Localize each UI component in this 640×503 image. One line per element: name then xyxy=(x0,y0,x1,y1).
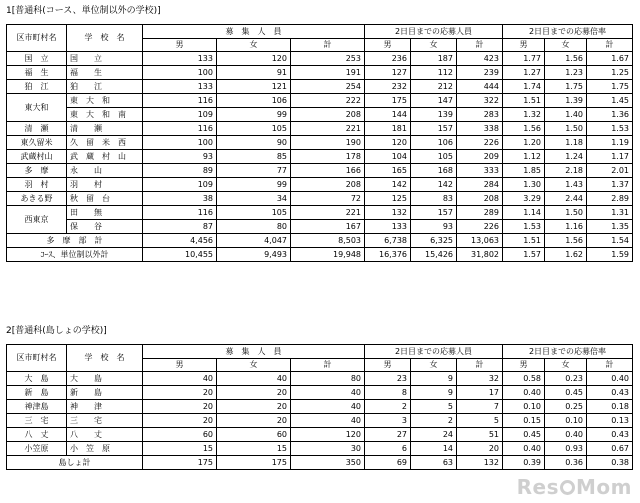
value-cell: 77 xyxy=(217,164,291,178)
value-cell: 239 xyxy=(457,66,503,80)
district-cell: 福 生 xyxy=(7,66,67,80)
value-cell: 147 xyxy=(411,94,457,108)
school-cell: 羽 村 xyxy=(67,178,143,192)
value-cell: 20 xyxy=(143,400,217,414)
total-row xyxy=(7,456,633,470)
school-cell: 久 留 米 西 xyxy=(67,136,143,150)
value-cell: 87 xyxy=(143,220,217,234)
value-cell: 191 xyxy=(291,66,365,80)
value-cell: 254 xyxy=(291,80,365,94)
value-cell: 9 xyxy=(411,386,457,400)
section-2-title: 2[普通科(島しょの学校)] xyxy=(6,326,107,336)
value-cell: 168 xyxy=(411,164,457,178)
value-cell: 0.40 xyxy=(545,428,587,442)
value-cell: 116 xyxy=(143,206,217,220)
value-cell: 51 xyxy=(457,428,503,442)
value-cell: 112 xyxy=(411,66,457,80)
district-cell: あきる野 xyxy=(7,192,67,206)
value-cell: 16,376 xyxy=(365,248,411,262)
value-cell: 1.40 xyxy=(545,108,587,122)
value-cell: 1.37 xyxy=(587,178,633,192)
value-cell: 2.44 xyxy=(545,192,587,206)
value-cell: 20 xyxy=(457,442,503,456)
value-cell: 209 xyxy=(457,150,503,164)
school-cell: 狛 江 xyxy=(67,80,143,94)
value-cell: 2.89 xyxy=(587,192,633,206)
value-cell: 1.30 xyxy=(503,178,545,192)
value-cell: 40 xyxy=(291,400,365,414)
value-cell: 120 xyxy=(365,136,411,150)
value-cell: 60 xyxy=(143,428,217,442)
value-cell: 85 xyxy=(217,150,291,164)
table-row xyxy=(7,80,633,94)
value-cell: 104 xyxy=(365,150,411,164)
value-cell: 100 xyxy=(143,136,217,150)
school-cell: 東 大 和 南 xyxy=(67,108,143,122)
header-applicants: 2日目までの応募人員 xyxy=(365,345,503,359)
value-cell: 1.43 xyxy=(545,178,587,192)
value-cell: 3 xyxy=(365,414,411,428)
table-row xyxy=(7,206,633,220)
table-row xyxy=(7,178,633,192)
table-row xyxy=(7,400,633,414)
resemom-watermark-logo: Res Mom xyxy=(516,475,632,499)
value-cell: 1.53 xyxy=(587,122,633,136)
value-cell: 1.39 xyxy=(545,94,587,108)
value-cell: 0.15 xyxy=(503,414,545,428)
value-cell: 72 xyxy=(291,192,365,206)
table-row xyxy=(7,192,633,206)
district-cell: 武蔵村山 xyxy=(7,150,67,164)
district-cell: 神津島 xyxy=(7,400,67,414)
value-cell: 1.75 xyxy=(587,80,633,94)
value-cell: 105 xyxy=(411,150,457,164)
school-cell: 田 無 xyxy=(67,206,143,220)
value-cell: 0.40 xyxy=(503,386,545,400)
school-cell: 保 谷 xyxy=(67,220,143,234)
value-cell: 333 xyxy=(457,164,503,178)
value-cell: 1.12 xyxy=(503,150,545,164)
value-cell: 24 xyxy=(411,428,457,442)
header-recruit: 募 集 人 員 xyxy=(143,345,365,359)
value-cell: 93 xyxy=(411,220,457,234)
value-cell: 350 xyxy=(291,456,365,470)
value-cell: 1.54 xyxy=(587,234,633,248)
value-cell: 116 xyxy=(143,122,217,136)
value-cell: 1.67 xyxy=(587,52,633,66)
value-cell: 175 xyxy=(365,94,411,108)
school-cell: 神 津 xyxy=(67,400,143,414)
value-cell: 226 xyxy=(457,136,503,150)
value-cell: 284 xyxy=(457,178,503,192)
value-cell: 6,738 xyxy=(365,234,411,248)
district-cell: 東大和 xyxy=(7,94,67,122)
value-cell: 20 xyxy=(143,386,217,400)
value-cell: 1.56 xyxy=(545,234,587,248)
total-row-label: ｺｰｽ、単位制以外計 xyxy=(7,248,143,262)
value-cell: 34 xyxy=(217,192,291,206)
value-cell: 127 xyxy=(365,66,411,80)
value-cell: 1.51 xyxy=(503,94,545,108)
value-cell: 1.35 xyxy=(587,220,633,234)
value-cell: 6,325 xyxy=(411,234,457,248)
value-cell: 0.10 xyxy=(545,414,587,428)
table-row xyxy=(7,428,633,442)
value-cell: 178 xyxy=(291,150,365,164)
value-cell: 8,503 xyxy=(291,234,365,248)
value-cell: 0.18 xyxy=(587,400,633,414)
district-cell: 国 立 xyxy=(7,52,67,66)
school-cell: 清 瀬 xyxy=(67,122,143,136)
value-cell: 17 xyxy=(457,386,503,400)
header-total: 計 xyxy=(291,39,365,52)
value-cell: 63 xyxy=(411,456,457,470)
value-cell: 0.13 xyxy=(587,414,633,428)
school-cell: 武 蔵 村 山 xyxy=(67,150,143,164)
value-cell: 1.59 xyxy=(587,248,633,262)
value-cell: 125 xyxy=(365,192,411,206)
value-cell: 1.45 xyxy=(587,94,633,108)
value-cell: 5 xyxy=(457,414,503,428)
value-cell: 19,948 xyxy=(291,248,365,262)
value-cell: 1.14 xyxy=(503,206,545,220)
value-cell: 133 xyxy=(143,52,217,66)
district-cell: 清 瀬 xyxy=(7,122,67,136)
value-cell: 15,426 xyxy=(411,248,457,262)
value-cell: 83 xyxy=(411,192,457,206)
district-cell: 羽 村 xyxy=(7,178,67,192)
table-row xyxy=(7,122,633,136)
value-cell: 221 xyxy=(291,122,365,136)
header-male: 男 xyxy=(143,359,217,372)
value-cell: 132 xyxy=(457,456,503,470)
table-row xyxy=(7,164,633,178)
district-cell: 新 島 xyxy=(7,386,67,400)
value-cell: 90 xyxy=(217,136,291,150)
value-cell: 142 xyxy=(411,178,457,192)
value-cell: 32 xyxy=(457,372,503,386)
value-cell: 20 xyxy=(217,386,291,400)
value-cell: 166 xyxy=(291,164,365,178)
value-cell: 30 xyxy=(291,442,365,456)
value-cell: 0.10 xyxy=(503,400,545,414)
value-cell: 423 xyxy=(457,52,503,66)
school-cell: 永 山 xyxy=(67,164,143,178)
value-cell: 1.56 xyxy=(503,122,545,136)
value-cell: 13,063 xyxy=(457,234,503,248)
header-district: 区市町村名 xyxy=(7,25,67,52)
value-cell: 157 xyxy=(411,206,457,220)
value-cell: 99 xyxy=(217,108,291,122)
value-cell: 338 xyxy=(457,122,503,136)
value-cell: 38 xyxy=(143,192,217,206)
table-row xyxy=(7,220,633,234)
value-cell: 1.17 xyxy=(587,150,633,164)
value-cell: 106 xyxy=(217,94,291,108)
value-cell: 6 xyxy=(365,442,411,456)
section-1-title: 1[普通科(コース、単位制以外の学校)] xyxy=(6,6,161,16)
header-recruit: 募 集 人 員 xyxy=(143,25,365,39)
header-male: 男 xyxy=(503,359,545,372)
value-cell: 5 xyxy=(411,400,457,414)
school-cell: 大 島 xyxy=(67,372,143,386)
school-cell: 小 笠 原 xyxy=(67,442,143,456)
header-school: 学 校 名 xyxy=(67,25,143,52)
district-cell: 西東京 xyxy=(7,206,67,234)
header-female: 女 xyxy=(217,359,291,372)
value-cell: 1.36 xyxy=(587,108,633,122)
value-cell: 142 xyxy=(365,178,411,192)
value-cell: 23 xyxy=(365,372,411,386)
header-female: 女 xyxy=(545,359,587,372)
value-cell: 40 xyxy=(217,372,291,386)
value-cell: 236 xyxy=(365,52,411,66)
value-cell: 222 xyxy=(291,94,365,108)
subtotal-row-label: 多 摩 部 計 xyxy=(7,234,143,248)
table-row xyxy=(7,386,633,400)
table-row xyxy=(7,108,633,122)
value-cell: 109 xyxy=(143,108,217,122)
value-cell: 2.01 xyxy=(587,164,633,178)
value-cell: 226 xyxy=(457,220,503,234)
header-male: 男 xyxy=(503,39,545,52)
value-cell: 1.51 xyxy=(503,234,545,248)
district-cell: 小笠原 xyxy=(7,442,67,456)
value-cell: 40 xyxy=(291,386,365,400)
total-row xyxy=(7,248,633,262)
value-cell: 93 xyxy=(143,150,217,164)
table-row xyxy=(7,94,633,108)
value-cell: 15 xyxy=(217,442,291,456)
value-cell: 133 xyxy=(143,80,217,94)
value-cell: 1.31 xyxy=(587,206,633,220)
value-cell: 208 xyxy=(291,178,365,192)
value-cell: 1.62 xyxy=(545,248,587,262)
value-cell: 1.32 xyxy=(503,108,545,122)
district-cell: 東久留米 xyxy=(7,136,67,150)
value-cell: 1.24 xyxy=(545,150,587,164)
total-row-label: 島しょ計 xyxy=(7,456,143,470)
school-cell: 八 丈 xyxy=(67,428,143,442)
district-cell: 三 宅 xyxy=(7,414,67,428)
school-cell: 新 島 xyxy=(67,386,143,400)
value-cell: 132 xyxy=(365,206,411,220)
subtotal-row xyxy=(7,234,633,248)
table-row xyxy=(7,414,633,428)
value-cell: 0.40 xyxy=(503,442,545,456)
value-cell: 60 xyxy=(217,428,291,442)
value-cell: 175 xyxy=(143,456,217,470)
value-cell: 7 xyxy=(457,400,503,414)
value-cell: 4,456 xyxy=(143,234,217,248)
value-cell: 105 xyxy=(217,206,291,220)
value-cell: 14 xyxy=(411,442,457,456)
value-cell: 1.50 xyxy=(545,206,587,220)
value-cell: 1.85 xyxy=(503,164,545,178)
header-total: 計 xyxy=(457,359,503,372)
value-cell: 0.67 xyxy=(587,442,633,456)
value-cell: 1.19 xyxy=(587,136,633,150)
value-cell: 3.29 xyxy=(503,192,545,206)
value-cell: 89 xyxy=(143,164,217,178)
value-cell: 0.58 xyxy=(503,372,545,386)
value-cell: 40 xyxy=(291,414,365,428)
school-cell: 福 生 xyxy=(67,66,143,80)
header-total: 計 xyxy=(587,359,633,372)
district-cell: 狛 江 xyxy=(7,80,67,94)
value-cell: 15 xyxy=(143,442,217,456)
value-cell: 0.25 xyxy=(545,400,587,414)
header-total: 計 xyxy=(291,359,365,372)
value-cell: 212 xyxy=(411,80,457,94)
value-cell: 0.45 xyxy=(503,428,545,442)
table-row xyxy=(7,66,633,80)
value-cell: 444 xyxy=(457,80,503,94)
value-cell: 8 xyxy=(365,386,411,400)
value-cell: 69 xyxy=(365,456,411,470)
header-female: 女 xyxy=(545,39,587,52)
school-cell: 三 宅 xyxy=(67,414,143,428)
value-cell: 0.43 xyxy=(587,386,633,400)
value-cell: 4,047 xyxy=(217,234,291,248)
value-cell: 1.18 xyxy=(545,136,587,150)
value-cell: 157 xyxy=(411,122,457,136)
table-row xyxy=(7,442,633,456)
value-cell: 121 xyxy=(217,80,291,94)
header-female: 女 xyxy=(411,39,457,52)
value-cell: 322 xyxy=(457,94,503,108)
value-cell: 10,455 xyxy=(143,248,217,262)
value-cell: 9,493 xyxy=(217,248,291,262)
header-male: 男 xyxy=(365,39,411,52)
value-cell: 2 xyxy=(411,414,457,428)
header-total: 計 xyxy=(457,39,503,52)
value-cell: 1.23 xyxy=(545,66,587,80)
value-cell: 31,802 xyxy=(457,248,503,262)
value-cell: 208 xyxy=(291,108,365,122)
header-female: 女 xyxy=(217,39,291,52)
value-cell: 1.20 xyxy=(503,136,545,150)
table-section-1 xyxy=(6,24,633,262)
value-cell: 253 xyxy=(291,52,365,66)
value-cell: 2 xyxy=(365,400,411,414)
value-cell: 20 xyxy=(217,400,291,414)
value-cell: 80 xyxy=(291,372,365,386)
value-cell: 40 xyxy=(143,372,217,386)
value-cell: 139 xyxy=(411,108,457,122)
header-district: 区市町村名 xyxy=(7,345,67,372)
value-cell: 144 xyxy=(365,108,411,122)
value-cell: 105 xyxy=(217,122,291,136)
value-cell: 0.39 xyxy=(503,456,545,470)
value-cell: 0.45 xyxy=(545,386,587,400)
table-row xyxy=(7,150,633,164)
value-cell: 181 xyxy=(365,122,411,136)
header-applicants: 2日目までの応募人員 xyxy=(365,25,503,39)
value-cell: 133 xyxy=(365,220,411,234)
value-cell: 0.43 xyxy=(587,428,633,442)
value-cell: 190 xyxy=(291,136,365,150)
value-cell: 20 xyxy=(143,414,217,428)
value-cell: 187 xyxy=(411,52,457,66)
value-cell: 1.74 xyxy=(503,80,545,94)
header-ratio: 2日目までの応募倍率 xyxy=(503,25,633,39)
value-cell: 175 xyxy=(217,456,291,470)
value-cell: 221 xyxy=(291,206,365,220)
district-cell: 八 丈 xyxy=(7,428,67,442)
header-ratio: 2日目までの応募倍率 xyxy=(503,345,633,359)
school-cell: 東 大 和 xyxy=(67,94,143,108)
table-row xyxy=(7,136,633,150)
value-cell: 1.77 xyxy=(503,52,545,66)
value-cell: 9 xyxy=(411,372,457,386)
value-cell: 165 xyxy=(365,164,411,178)
value-cell: 120 xyxy=(291,428,365,442)
value-cell: 116 xyxy=(143,94,217,108)
value-cell: 1.16 xyxy=(545,220,587,234)
value-cell: 1.27 xyxy=(503,66,545,80)
school-cell: 秋 留 台 xyxy=(67,192,143,206)
table-section-2 xyxy=(6,344,633,470)
value-cell: 100 xyxy=(143,66,217,80)
value-cell: 0.93 xyxy=(545,442,587,456)
value-cell: 1.57 xyxy=(503,248,545,262)
table-row xyxy=(7,372,633,386)
table-row xyxy=(7,52,633,66)
header-male: 男 xyxy=(143,39,217,52)
value-cell: 0.40 xyxy=(587,372,633,386)
value-cell: 0.38 xyxy=(587,456,633,470)
value-cell: 20 xyxy=(217,414,291,428)
school-cell: 国 立 xyxy=(67,52,143,66)
value-cell: 283 xyxy=(457,108,503,122)
value-cell: 0.36 xyxy=(545,456,587,470)
value-cell: 1.53 xyxy=(503,220,545,234)
value-cell: 232 xyxy=(365,80,411,94)
header-male: 男 xyxy=(365,359,411,372)
header-school: 学 校 名 xyxy=(67,345,143,372)
value-cell: 1.75 xyxy=(545,80,587,94)
value-cell: 1.50 xyxy=(545,122,587,136)
value-cell: 109 xyxy=(143,178,217,192)
value-cell: 80 xyxy=(217,220,291,234)
value-cell: 2.18 xyxy=(545,164,587,178)
value-cell: 167 xyxy=(291,220,365,234)
value-cell: 120 xyxy=(217,52,291,66)
value-cell: 289 xyxy=(457,206,503,220)
value-cell: 208 xyxy=(457,192,503,206)
value-cell: 91 xyxy=(217,66,291,80)
value-cell: 99 xyxy=(217,178,291,192)
value-cell: 106 xyxy=(411,136,457,150)
value-cell: 1.56 xyxy=(545,52,587,66)
district-cell: 大 島 xyxy=(7,372,67,386)
value-cell: 27 xyxy=(365,428,411,442)
header-total: 計 xyxy=(587,39,633,52)
value-cell: 1.25 xyxy=(587,66,633,80)
value-cell: 0.23 xyxy=(545,372,587,386)
district-cell: 多 摩 xyxy=(7,164,67,178)
header-female: 女 xyxy=(411,359,457,372)
